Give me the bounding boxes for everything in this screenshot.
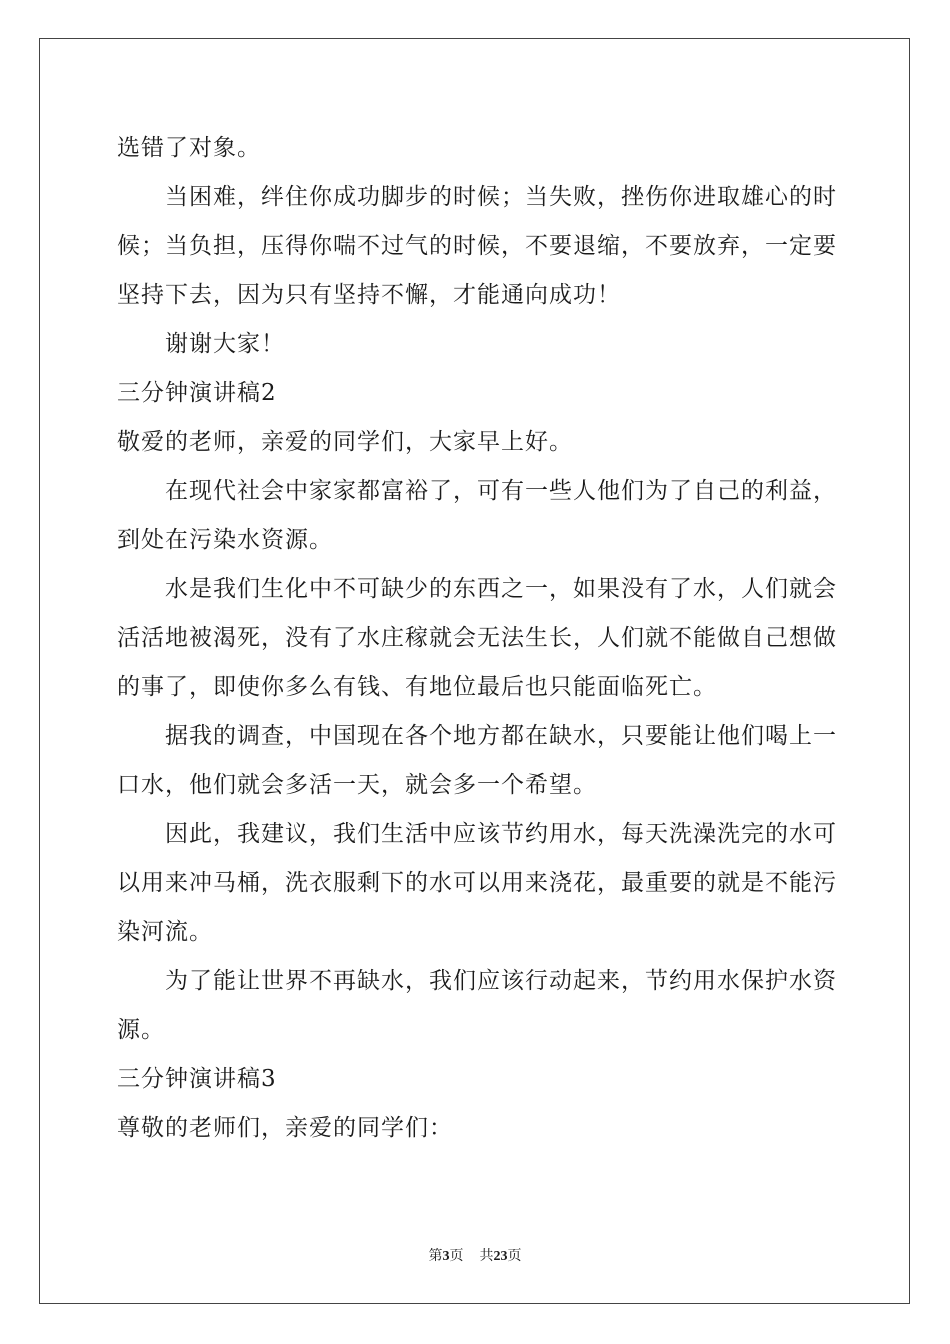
text-line: 候；当负担，压得你喘不过气的时候，不要退缩，不要放弃，一定要: [117, 233, 837, 259]
text-line: 源。: [117, 1017, 165, 1043]
page-current: 3: [442, 1249, 450, 1264]
paragraph-first-line: 为了能让世界不再缺水，我们应该行动起来，节约用水保护水资: [165, 968, 837, 994]
text-line: 的事了，即使你多么有钱、有地位最后也只能面临死亡。: [117, 674, 717, 700]
document-body: [117, 124, 835, 1153]
page-prefix: 第: [428, 1249, 443, 1264]
page-suffix: 页: [449, 1249, 464, 1264]
salutation: 尊敬的老师们，亲爱的同学们：: [117, 1115, 453, 1141]
section-heading: 三分钟演讲稿3: [117, 1066, 277, 1092]
total-suffix: 页: [507, 1249, 522, 1264]
text-line: 以用来冲马桶，洗衣服剩下的水可以用来浇花，最重要的就是不能污: [117, 870, 837, 896]
text-line: 选错了对象。: [117, 135, 261, 161]
paragraph-first-line: 在现代社会中家家都富裕了，可有一些人他们为了自己的利益，: [165, 478, 837, 504]
paragraph-first-line: 水是我们生化中不可缺少的东西之一，如果没有了水，人们就会: [165, 576, 837, 602]
text-line: 到处在污染水资源。: [117, 527, 333, 553]
page-footer: [0, 1248, 950, 1266]
page-total: 23: [493, 1249, 508, 1264]
section-heading: 三分钟演讲稿2: [117, 380, 277, 406]
paragraph-first-line: 因此，我建议，我们生活中应该节约用水，每天洗澡洗完的水可: [165, 821, 837, 847]
total-prefix: 共: [479, 1249, 494, 1264]
paragraph-first-line: 谢谢大家！: [165, 331, 285, 357]
text-line: 活活地被渴死，没有了水庄稼就会无法生长，人们就不能做自己想做: [117, 625, 837, 651]
text-line: 口水，他们就会多活一天，就会多一个希望。: [117, 772, 597, 798]
paragraph-first-line: 据我的调查，中国现在各个地方都在缺水，只要能让他们喝上一: [165, 723, 837, 749]
text-line: 坚持下去，因为只有坚持不懈，才能通向成功！: [117, 282, 621, 308]
paragraph-first-line: 当困难，绊住你成功脚步的时候；当失败，挫伤你进取雄心的时: [165, 184, 837, 210]
text-line: 染河流。: [117, 919, 213, 945]
salutation: 敬爱的老师，亲爱的同学们，大家早上好。: [117, 429, 573, 455]
